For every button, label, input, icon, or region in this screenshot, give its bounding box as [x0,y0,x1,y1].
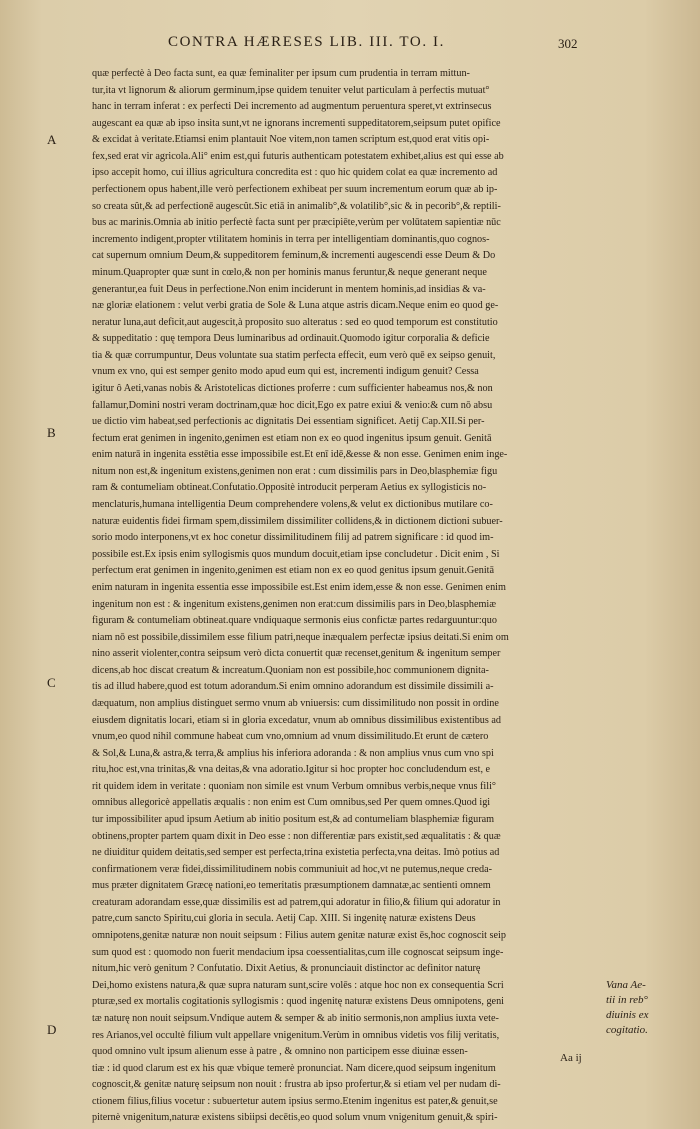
text-line: omnipotens,genitæ naturæ non nouit seipsum : Filius autem genitæ naturæ exist ēs,hoc cognoscit seip [92,930,506,942]
text-line: & suppeditatio : quę tempora Deus luminaribus ad ordinauit.Quomodo igitur corporalia & deficie [92,333,490,345]
margin-note [606,978,696,1038]
text-line: generantur,ea fuit Deus in perfectione.Non enim inciderunt in mentem hominis,ad insidias & va- [92,283,486,295]
margin-letter-d: D [47,1022,57,1037]
text-line: confirmationem veræ fidei,dissimilitudinem nobis communiuit ad hoc,vt ne putemus,neque creda- [92,863,493,875]
text-line: fex,sed erat vir agricola.Ali° enim est,qui futuris authenticam potestatem exhibet,alius est qui esse ab [92,150,504,162]
text-line: ue dictio vim habeat,sed perfectionis ac dignitatis Dei essentiam significet. Aetij Cap.XII.Si per- [92,416,485,428]
text-line: enim naturam in ingenita essentia esse impossibile est.Est enim idem,esse & non esse. Genimen enim [92,581,506,593]
margin-note-line: diuinis ex [606,1009,649,1021]
text-line: incremento indigent,propter vtilitatem hominis in terra per intelligentiam dominantis,quo cognos- [92,233,490,245]
text-line: & excidat à veritate.Etiamsi enim plantauit Noe vitem,non tamen scriptum est,quod erat vitis opi- [92,134,490,146]
text-line: Dei,homo existens natura,& quæ supra naturam sunt,scire volēs : atque hoc non ex consequentia Scri [92,979,504,991]
margin-note-line: cogitatio. [606,1024,648,1036]
text-line: possibile est.Ex ipsis enim syllogismis quos mundum docuit,etiam ipse concludetur . Dicit enim , Si [92,548,500,560]
text-line: rit quidem idem in veritate : quoniam non simile est vnum Verbum omnibus verbis,neque vnus fili° [92,780,496,792]
margin-note-line: Vana Ae- [606,979,646,991]
text-line: so creata sût,& ad perfectionē augescût.Sic etiā in animalib°,& volatilib°,sic & in pecorib°,& reptili- [92,200,501,212]
text-line: tis ad illud habere,quod est totum adorandum.Si enim omnino adorandum est dissimile dissimili a- [92,681,494,693]
text-line: cognoscit,& genitæ naturę seipsum non nouit : frustra ab ipso profertur,& si etiam vel per nudam di- [92,1079,501,1091]
text-line: vnum,eo quod nihil commune habeat cum vno,omnium ad vnum dissimilitudo.Et erunt de cætero [92,731,489,743]
text-line: quod omnino vult ipsum alienum esse à patre , & omnino non participem esse diuinæ essen- [92,1046,468,1058]
text-line: quæ perfectè à Deo facta sunt, ea quæ feminaliter per ipsum cum prudentia in terram mittun- [92,68,470,79]
text-line: ram & contumeliam obtineat.Confutatio.Oppositè introducit perperam Aetius ex syllogisticis no- [92,482,487,494]
text-line: tiæ : id quod clarum est ex his quæ vbique temerè pronunciat. Nam dicere,quod seipsum ingenitum [92,1062,496,1074]
text-line: eiusdem dignitatis locari, etiam si in gloria excedatur, vnum ab omnibus dissimilibus existentibus ad [92,714,502,726]
signature-mark: Aa ij [560,1052,582,1064]
text-line: dæquatum, non amplius distinguet sermo vnum ab vniuersis: cum dissimilitudo non possit in ordine [92,697,499,709]
text-line: neratur luna,aut deficit,aut augescit,à proposito suo alteratus : sed eo quod temporum est constitutio [92,316,498,328]
text-line: piternè vnigenitum,naturæ existens sibiipsi decētis,eo quod solum vnum vnigenitum genuit,& spiri- [92,1112,498,1124]
text-line: ctionem filius,filius vocetur : subuertetur autem ipsius sermo.Etenim ingenitus est pater,& genuit,se [92,1095,498,1107]
text-line: creaturam adorandam esse,quæ dissimilis est ad patrem,qui adoratur in filio,& filium qui adoratur in [92,896,501,908]
text-line: patre,cum sancto Spiritu,cui gloria in secula. Aetij Cap. XIII. Si ingenitę naturæ existens Deus [92,913,476,925]
text-line: ingenitum non est : & ingenitum existens,genimen non erat:cum dissimilis pars in Deo,blasphemiæ [92,598,497,610]
text-line: nitum non est,& ingenitum existens,genimen non erat : cum dissimilis pars in Deo,blasphemiæ figu [92,465,498,477]
text-line: tæ naturę non nouit seipsum.Vndique autem & semper & ab initio sermonis,non amplius iuxta vete- [92,1012,499,1024]
text-line: fectum erat genimen in ingenito,genimen est etiam non ex eo quod ingenitus ipsum genuit. Genitā [92,432,492,444]
text-line: mus præter dignitatem Græcę nationi,eo temeritatis præsumptionem damnatæ,ac sentienti omnem [92,880,491,892]
text-line: obtinens,propter partem quam dixit in Deo esse : non differentiæ pars existit,sed æqualitatis : & quæ [92,830,501,842]
text-line: nitum,hic verò genitum ? Confutatio. Dixit Aetius, & pronunciauit distinctor ac definitor naturę [92,963,481,975]
margin-letter-b: B [47,425,56,440]
margin-letter-c: C [47,675,56,690]
text-line: dicens,ab hoc discat creatum & increatum.Quoniam non est possibile,hoc communionem dignita- [92,664,489,676]
margin-note-line: tii in reb° [606,994,648,1006]
text-line: sum quod est : quomodo non fuerit mendacium ipsa coessentialitas,cum ille cognoscat seipsum inge- [92,946,504,958]
margin-letter-a: A [47,132,57,147]
text-line: tur,ita vt lignorum & aliorum germinum,ipse quidem tenuiter velut particulam à perfectis mutuat° [92,84,490,96]
text-line: igitur ô Aeti,vanas nobis & Aristotelicas dictiones proferre : cum sufficienter habeamus nos,& non [92,382,493,394]
body-text [92,66,592,1127]
text-line: figuram & contumeliam obtineat.quare vndiquaque sermonis eius confictæ partes redarguuntur:quo [92,615,497,627]
text-line: ritu,hoc est,vna trinitas,& vna deitas,& vna adoratio.Igitur si hoc propter hoc concludendum est, e [92,764,491,776]
page-number: 302 [558,36,578,51]
text-line: vnum ex vno, qui est semper genito modo apud eum qui est, incrementi indigum genuit? Cessa [92,366,479,378]
text-line: & Sol,& Luna,& astra,& terra,& amplius his inferiora adoranda : & non amplius vnus cum vno spi [92,747,494,759]
text-line: hanc in terram inferat : ex perfecti Dei incremento ad augmentum peruentura speret,vt extrinsecus [92,101,492,113]
text-line: perfectum erat genimen in ingenito,genimen est etiam non ex eo quod genitus ipsum genuit.Genitā [92,565,495,577]
text-line: minum.Quapropter quæ sunt in cœlo,& non per hominis manus feruntur,& neque generant neque [92,266,487,278]
text-line: pturæ,sed ex mortalis cogitationis syllogismis : quod ingenitę naturæ existens Deus omnipotens, geni [92,996,504,1008]
text-line: perfectionem opus habent,ille verò perfectionem exhibeat per suum incrementum eorum quæ ab ip- [92,184,498,196]
text-line: naturæ euidentis fidei firmam spem,dissimilem dissimiliter collidens,& in dictionem dictioni subuer- [92,515,503,527]
text-line: enim naturā in ingenita esstētia esse impossibile est.Et enī idē,&esse & non esse. Genimen enim inge- [92,449,508,461]
text-line: cat supernum omnium Deum,& suppeditorem feminum,& incrementi augescendi esse Deum & Do [92,250,496,262]
running-title: CONTRA HÆRESES LIB. III. TO. I. [168,34,445,50]
text-line: res Arianos,vel occultè filium vult appellare vnigenitum.Verùm in omnibus videtis vos filij veritatis, [92,1029,500,1041]
text-line: augescant ea quæ ab ipso insita sunt,vt ne ignorans incrementi suppeditatorem,seipsum putet opifice [92,117,501,129]
text-line: nino asserit violenter,contra seipsum verò dicta conuertit quæ recenset,genitum & ingenitum semper [92,648,501,660]
text-line: niam nō est possibile,dissimilem esse filium patri,neque inæqualem perfectæ ipsius deitati.Si enim om [92,631,509,643]
text-line: sorio modo interponens,vt ex hoc conetur dissimilitudinem filij ad patrem significare : id quod im- [92,532,494,544]
text-line: tia & quæ corrumpuntur, Deus voluntate sua statim perfecta effecit, eum verò quē ex seipso genuit, [92,349,496,361]
text-line: tur impossibiliter apud ipsum Aetium ab initio positum est,& ad contumeliam blasphemiæ figuram [92,814,495,826]
text-line: omnibus allegoricè appellatis æqualis : non enim est Cum omnibus,sed Per quem omnes.Quod igi [92,797,491,809]
text-line: bus ac marinis.Omnia ab initio perfectè facta sunt per præcipiēte,verùm per volūtatem sapientiæ nūc [92,217,501,229]
text-line: ne diuiditur quidem deitatis,sed semper est perfecta,trina existetia perfecta,vna deitas. Imò potius ad [92,847,500,859]
text-line: menclaturis,humana intelligentia Deum comprehendere volens,& velut ex dictionibus mutilare co- [92,499,493,511]
text-line: ipso accepit homo, cui illius agricultura concredita est : quo hic quidem colat ea quæ incremento ad [92,167,498,179]
text-line: næ gloriæ elationem : velut verbi gratia de Sole & Luna atque astris dicam.Neque enim eo quod ge- [92,300,499,312]
text-line: fallamur,Domini nostri veram doctrinam,quæ hoc dicit,Ego ex patre exiui & venio:& cum nō absu [92,399,493,411]
